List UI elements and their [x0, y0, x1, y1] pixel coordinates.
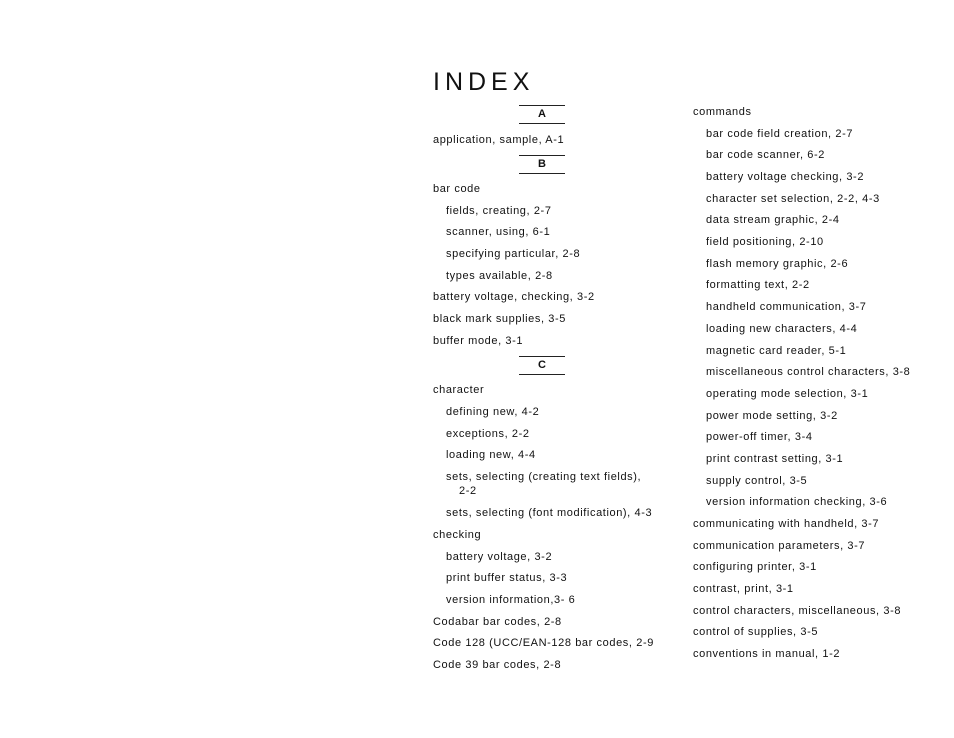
index-subentry: power mode setting, 3-2 — [706, 410, 838, 422]
index-entry: checking — [433, 529, 482, 541]
index-subentry: flash memory graphic, 2-6 — [706, 258, 849, 270]
index-subentry: character set selection, 2-2, 4-3 — [706, 193, 880, 205]
index-entry: control of supplies, 3-5 — [693, 626, 819, 638]
index-subentry: magnetic card reader, 5-1 — [706, 345, 847, 357]
index-entry: character — [433, 384, 485, 396]
index-subentry: print buffer status, 3-3 — [446, 572, 568, 584]
index-entry: black mark supplies, 3-5 — [433, 313, 567, 325]
index-subentry: power-off timer, 3-4 — [706, 431, 813, 443]
index-subentry: bar code field creation, 2-7 — [706, 128, 854, 140]
section-letter-b: B — [519, 155, 565, 174]
index-entry: communication parameters, 3-7 — [693, 540, 866, 552]
index-subentry: defining new, 4-2 — [446, 406, 540, 418]
index-subentry: bar code scanner, 6-2 — [706, 149, 826, 161]
index-subentry: battery voltage, 3-2 — [446, 551, 553, 563]
index-subentry: data stream graphic, 2-4 — [706, 214, 840, 226]
index-entry: commands — [693, 106, 752, 118]
index-subentry: types available, 2-8 — [446, 270, 553, 282]
index-subentry-continuation: 2-2 — [459, 485, 477, 497]
index-subentry: version information,3- 6 — [446, 594, 576, 606]
index-subentry: sets, selecting (font modification), 4-3 — [446, 507, 653, 519]
index-subentry: version information checking, 3-6 — [706, 496, 888, 508]
section-letter-c: C — [519, 356, 565, 375]
index-entry: Code 39 bar codes, 2-8 — [433, 659, 562, 671]
index-entry: application, sample, A-1 — [433, 134, 565, 146]
index-subentry: miscellaneous control characters, 3-8 — [706, 366, 911, 378]
index-subentry: print contrast setting, 3-1 — [706, 453, 844, 465]
page-title: INDEX — [433, 68, 535, 96]
index-subentry: fields, creating, 2-7 — [446, 205, 552, 217]
section-letter-a: A — [519, 105, 565, 124]
index-subentry: supply control, 3-5 — [706, 475, 808, 487]
index-subentry: specifying particular, 2-8 — [446, 248, 581, 260]
index-entry: conventions in manual, 1-2 — [693, 648, 841, 660]
index-entry: contrast, print, 3-1 — [693, 583, 794, 595]
index-entry: bar code — [433, 183, 481, 195]
index-entry: buffer mode, 3-1 — [433, 335, 524, 347]
index-subentry: loading new characters, 4-4 — [706, 323, 858, 335]
index-subentry: exceptions, 2-2 — [446, 428, 530, 440]
index-subentry: operating mode selection, 3-1 — [706, 388, 869, 400]
index-entry: battery voltage, checking, 3-2 — [433, 291, 595, 303]
index-subentry: scanner, using, 6-1 — [446, 226, 551, 238]
index-entry: control characters, miscellaneous, 3-8 — [693, 605, 902, 617]
index-entry: configuring printer, 3-1 — [693, 561, 817, 573]
index-subentry: formatting text, 2-2 — [706, 279, 810, 291]
index-entry: Code 128 (UCC/EAN-128 bar codes, 2-9 — [433, 637, 654, 649]
index-subentry: field positioning, 2-10 — [706, 236, 824, 248]
index-entry: communicating with handheld, 3-7 — [693, 518, 880, 530]
index-subentry: sets, selecting (creating text fields), — [446, 471, 642, 483]
index-entry: Codabar bar codes, 2-8 — [433, 616, 562, 628]
index-subentry: loading new, 4-4 — [446, 449, 536, 461]
index-subentry: battery voltage checking, 3-2 — [706, 171, 865, 183]
index-subentry: handheld communication, 3-7 — [706, 301, 867, 313]
